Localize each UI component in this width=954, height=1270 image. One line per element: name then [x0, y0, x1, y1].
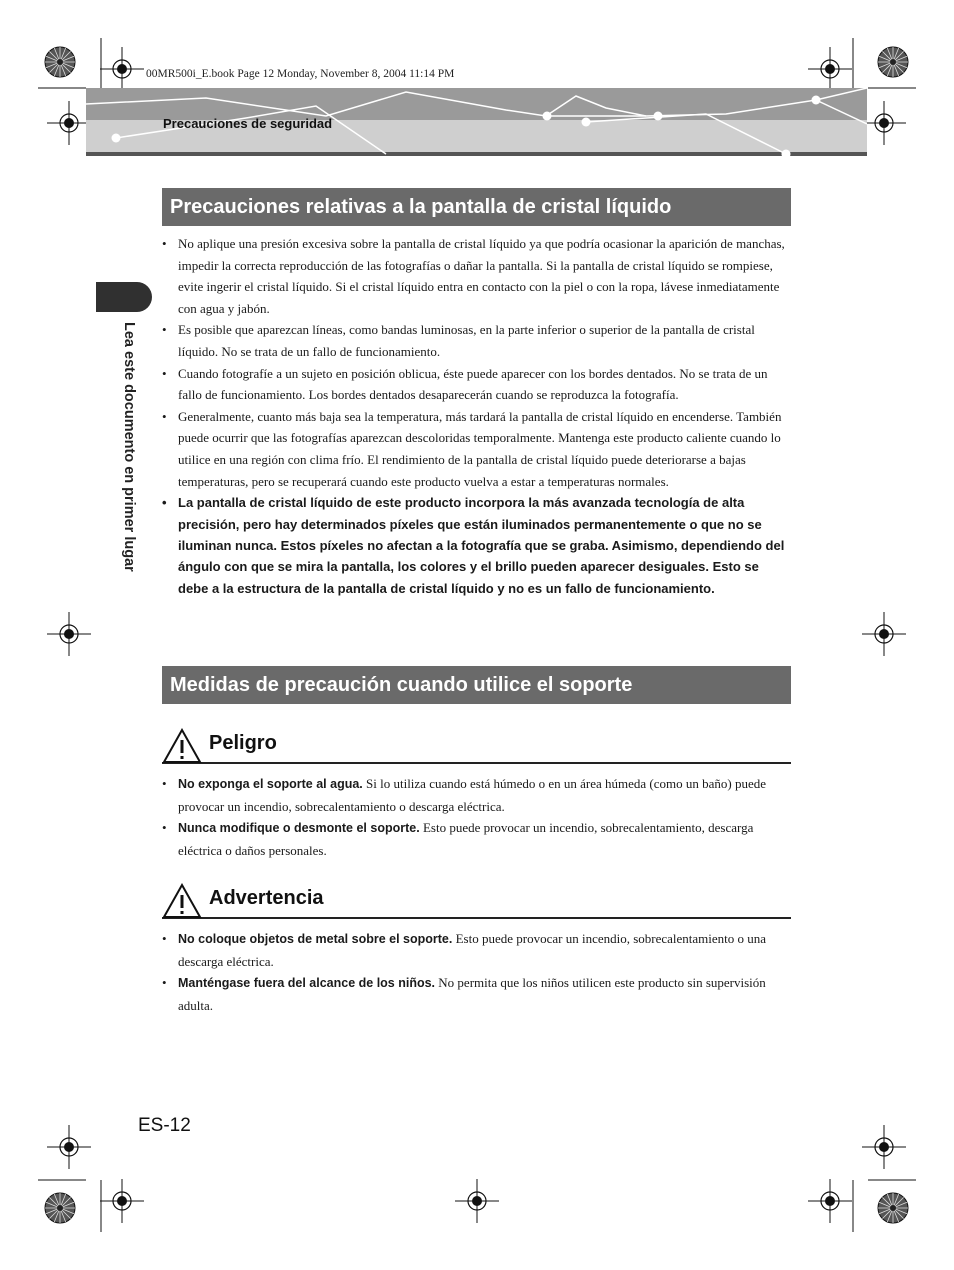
lcd-precautions-list: [162, 233, 792, 599]
side-tab-label: Lea este documento en primer lugar: [121, 322, 137, 572]
page-number: ES-12: [138, 1115, 191, 1136]
list-item: • Es posible que aparezcan líneas, como bandas luminosas, en la parte inferior o superior de la pantalla de cristal líquido. No se trata de un fallo de funcionamiento.: [162, 322, 755, 359]
warning-list: [162, 928, 792, 1016]
warning-title: Advertencia: [209, 887, 324, 909]
list-item: • Generalmente, cuanto más baja sea la temperatura, más tardará la pantalla de cristal líquido en encenderse. También puede ocurrir que las fotografías aparezcan descoloridas temporalmente. Mantenga este producto caliente cuando lo utilice en una región con clima frío. El rendimiento de la pantalla de cristal líquido puede deteriorarse a bajas temperaturas, pero se recuperará cuando este producto vuelva a estar a temperaturas normales.: [162, 408, 782, 489]
print-info: 00MR500i_E.book Page 12 Monday, November 8, 2004 11:14 PM: [146, 68, 455, 80]
list-item: • Cuando fotografíe a un sujeto en posición oblicua, éste puede aparecer con los bordes dentados. No se trata de un fallo de funcionamiento. Los bordes dentados desaparecerán cuando se reproduzca la fotografía.: [162, 365, 768, 403]
warning-triangle-icon: [162, 728, 202, 764]
warning-triangle-icon: [162, 883, 202, 919]
warning-heading: [162, 883, 791, 919]
side-tab-label-wrap: [117, 322, 141, 632]
list-item: • No coloque objetos de metal sobre el soporte. Esto puede provocar un incendio, sobrecalentamiento o una descarga eléctrica.: [162, 931, 767, 969]
list-item: • Manténgase fuera del alcance de los niños. No permita que los niños utilicen este producto sin supervisión adulta.: [162, 975, 766, 1013]
danger-heading: [162, 728, 791, 764]
list-item: • Nunca modifique o desmonte el soporte. Esto puede provocar un incendio, sobrecalentamiento, descarga eléctrica o daños personales.: [162, 820, 754, 858]
section-heading-lcd: Precauciones relativas a la pantalla de cristal líquido: [162, 188, 791, 226]
list-item: • No aplique una presión excesiva sobre la pantalla de cristal líquido ya que podría ocasionar la aparición de manchas, impedir la correcta reproducción de las fotografías o dañar la pantalla. Si la pantalla de cristal líquido se rompiese, evite ingerir el cristal líquido. Si el cristal líquido entra en contacto con la piel o con la ropa, lávese inmediatamente con agua y jabón.: [162, 236, 785, 316]
section-heading-stand: Medidas de precaución cuando utilice el soporte: [162, 666, 791, 704]
side-tab-marker: [96, 282, 152, 312]
list-item: • No exponga el soporte al agua. Si lo utiliza cuando está húmedo o en un área húmeda (como un baño) puede provocar un incendio, sobrecalentamiento o descarga eléctrica.: [162, 776, 767, 814]
danger-title: Peligro: [209, 732, 277, 754]
list-item-emphasis: • La pantalla de cristal líquido de este producto incorpora la más avanzada tecnología de alta precisión, pero hay determinados píxeles que están iluminados permanentemente o que no se iluminan nunca. Estos píxeles no afectan a la fotografía que se graba. Asimismo, dependiendo del ángulo con que se mira la pantalla, los colores y el brillo pueden aparecer desiguales. Esto se debe a la estructura de la pantalla de cristal líquido y no es un fallo de funcionamiento.: [162, 495, 785, 596]
running-header-title: Precauciones de seguridad: [163, 116, 333, 131]
danger-list: [162, 773, 792, 861]
